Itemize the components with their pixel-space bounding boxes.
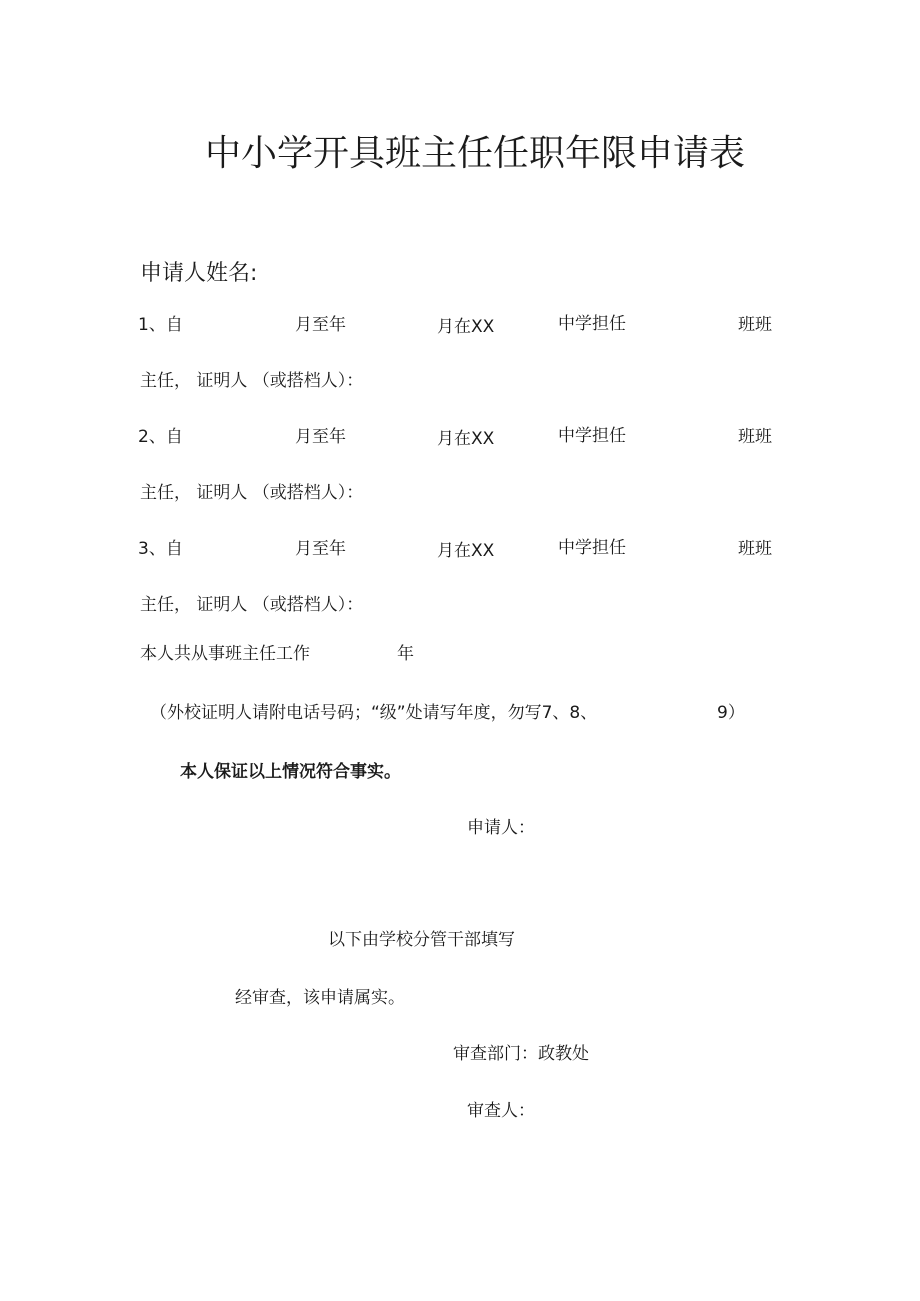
guarantee-statement: 本人保证以上情况符合事实。 [180,762,401,782]
entry-month-to-year: 月至年 [295,315,346,335]
entry-class-class: 班班 [738,539,772,559]
total-years-label: 本人共从事班主任工作 [140,644,310,664]
entry-month-to-year: 月至年 [295,427,346,447]
note-text: （外校证明人请附电话号码；“级”处请写年度，勿写7、8、 [150,703,598,723]
entry-month-to-year: 月至年 [295,539,346,559]
total-years-unit: 年 [397,644,414,664]
entry-witness-line: 主任， 证明人 （或搭档人）： [140,595,364,615]
entry-witness-line: 主任， 证明人 （或搭档人）： [140,483,364,503]
review-department: 审查部门：政教处 [453,1044,589,1064]
school-section-header: 以下由学校分管干部填写 [328,930,515,950]
applicant-name-label: 申请人姓名: [140,261,258,286]
entry-from: 2、自 [138,427,183,447]
verified-statement: 经审查，该申请属实。 [235,988,405,1008]
entry-middle-school-serve: 中学担任 [558,538,626,558]
entry-class-class: 班班 [738,427,772,447]
reviewer-label: 审查人： [467,1101,535,1121]
entry-witness-line: 主任， 证明人 （或搭档人）： [140,371,364,391]
page-title: 中小学开具班主任任职年限申请表 [205,133,746,174]
entry-from: 1、自 [138,315,183,335]
applicant-signature-label: 申请人： [467,818,535,838]
entry-month-in-school: 月在XX [437,541,495,561]
entry-from: 3、自 [138,539,183,559]
entry-month-in-school: 月在XX [437,317,495,337]
entry-middle-school-serve: 中学担任 [558,426,626,446]
entry-month-in-school: 月在XX [437,429,495,449]
note-end: 9） [717,703,745,723]
entry-class-class: 班班 [738,315,772,335]
entry-middle-school-serve: 中学担任 [558,314,626,334]
